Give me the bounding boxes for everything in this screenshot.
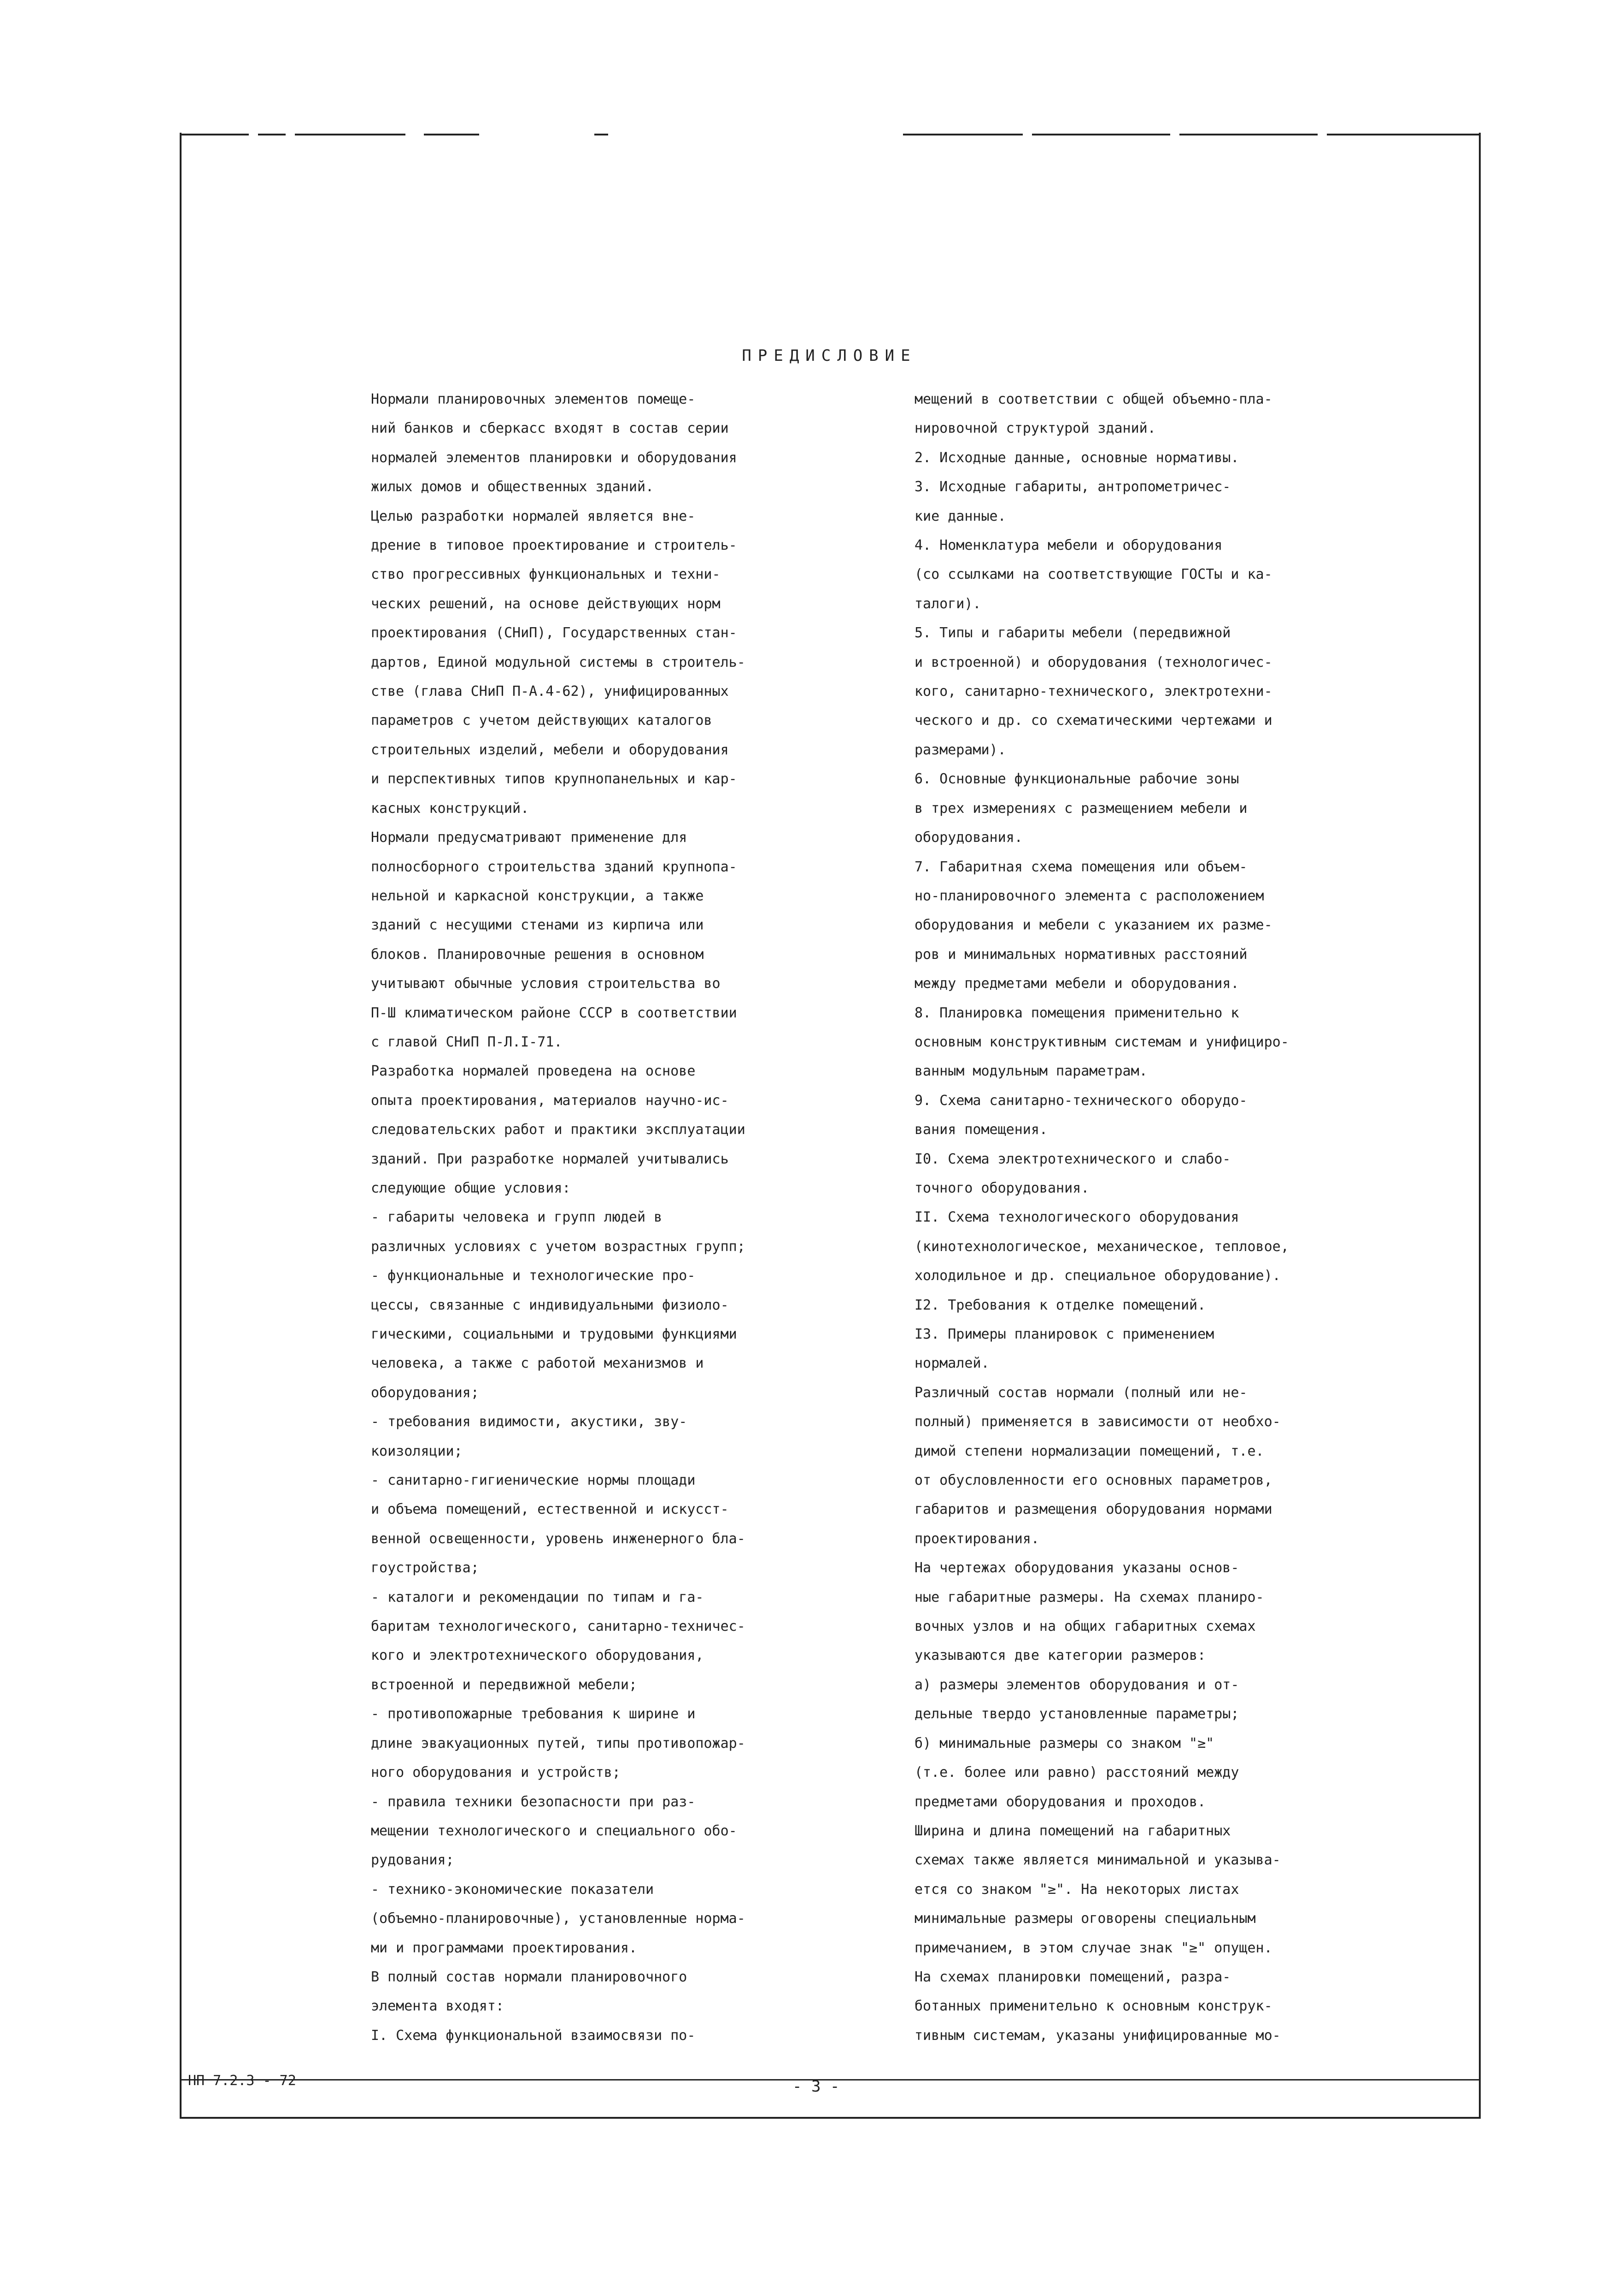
paragraph: 3. Исходные габариты, антропометричес- кие данные. <box>915 479 1231 524</box>
page-heading: ПРЕДИСЛОВИЕ <box>742 347 917 365</box>
paragraph: I0. Схема электротехнического и слабо- точного оборудования. <box>915 1151 1231 1196</box>
paragraph: 9. Схема санитарно-технического оборудо- вания помещения. <box>915 1092 1248 1138</box>
paragraph: - требования видимости, акустики, зву- коизоляции; <box>371 1414 687 1459</box>
paragraph: - технико-экономические показатели (объемно-планировочные), установленные норма- ми и программами проектирования. <box>371 1881 745 1956</box>
paragraph: 7. Габаритная схема помещения или объем- но-планировочного элемента с расположением оборудования и мебели с указанием их разме- ров и минимальных нормативных расстояний между предметами мебели и оборудования. <box>915 858 1272 992</box>
paragraph: 6. Основные функциональные рабочие зоны в трех измерениях с размещением мебели и оборудования. <box>915 771 1248 846</box>
paragraph: Целью разработки нормалей является вне- дрение в типовое проектирование и строитель- ство прогрессивных функциональных и техни- ческих решений, на основе действующих норм проектирования (СНиП), Государственных стан- дартов, Единой модульной системы в строитель- стве (глава СНиП П-А.4-62), унифицированных параметров с учетом действующих каталогов строительных изделий, мебели и оборудования и перспективных типов крупнопанельных и кар- касных конструкций. <box>371 508 745 817</box>
paragraph: I. Схема функциональной взаимосвязи по- <box>371 2027 696 2044</box>
document-code: НП 7.2.3 - 72 <box>188 2073 296 2089</box>
frame-top-line-1 <box>180 134 249 135</box>
paragraph: - противопожарные требования к ширине и длине эвакуационных путей, типы противопожар- ного оборудования и устройств; <box>371 1706 745 1781</box>
paragraph: а) размеры элементов оборудования и от- дельные твердо установленные параметры; <box>915 1676 1239 1722</box>
frame-top-line-3 <box>295 134 405 135</box>
paragraph: В полный состав нормали планировочного элемента входят: <box>371 1969 687 2015</box>
paragraph: - санитарно-гигиенические нормы площади и объема помещений, естественной и искусст- венной освещенности, уровень инженерного бла- гоустройства; <box>371 1472 745 1576</box>
paragraph: 5. Типы и габариты мебели (передвижной и встроенной) и оборудования (технологичес- кого, санитарно-технического, электротехни- ческого и др. со схематическими чертежами и размерами). <box>915 625 1272 758</box>
paragraph: Нормали предусматривают применение для полносборного строительства зданий крупнопа- нельной и каркасной конструкции, а также зданий с несущими стенами из кирпича или блоков. Планировочные решения в основном учитывают обычные условия строительства во П-Ш климатическом районе СССР в соответствии с главой СНиП П-Л.I-71. <box>371 829 737 1050</box>
paragraph: б) минимальные размеры со знаком "≥" (т.е. более или равно) расстояний между предметами оборудования и проходов. <box>915 1735 1239 1810</box>
paragraph: 2. Исходные данные, основные нормативы. <box>915 449 1239 466</box>
page-number: - 3 - <box>792 2077 840 2096</box>
frame-top-line-4 <box>424 134 479 135</box>
paragraph: - каталоги и рекомендации по типам и га- баритам технологического, санитарно-техничес- кого и электротехнического оборудования, встроенной и передвижной мебели; <box>371 1589 745 1693</box>
frame-bottom-line <box>180 2117 1481 2119</box>
frame-top-line-9 <box>1327 134 1481 135</box>
paragraph: Различный состав нормали (полный или не- полный) применяется в зависимости от необхо- димой степени нормализации помещений, т.е. от обусловленности его основных параметров, габаритов и размещения оборудования нормами проектирования. <box>915 1384 1281 1547</box>
paragraph: - габариты человека и групп людей в различных условиях с учетом возрастных групп; <box>371 1209 745 1255</box>
frame-top-line-7 <box>1032 134 1170 135</box>
paragraph: I3. Примеры планировок с применением нормалей. <box>915 1326 1214 1372</box>
paragraph: - правила техники безопасности при раз- мещении технологического и специального обо- рудования; <box>371 1793 737 1869</box>
paragraph: 8. Планировка помещения применительно к основным конструктивным системам и унифициро- ванным модульным параметрам. <box>915 1005 1289 1080</box>
paragraph: мещений в соответствии с общей объемно-пла- нировочной структурой зданий. <box>915 391 1272 437</box>
paragraph: I2. Требования к отделке помещений. <box>915 1297 1206 1313</box>
frame-top-line-2 <box>258 134 286 135</box>
right-text-column <box>915 385 1329 2050</box>
frame-top-line-8 <box>1179 134 1318 135</box>
frame-top-line-6 <box>903 134 1023 135</box>
frame-right-line <box>1479 133 1481 2119</box>
paragraph: Нормали планировочных элементов помеще- ний банков и сберкасс входят в состав серии нормалей элементов планировки и оборудования жилых домов и общественных зданий. <box>371 391 737 495</box>
frame-left-line <box>180 133 182 2119</box>
paragraph: Ширина и длина помещений на габаритных схемах также является минимальной и указыва- ется со знаком "≥". На некоторых листах минимальные размеры оговорены специальным примечанием, в этом случае знак "≥" опущен. <box>915 1822 1281 1956</box>
left-text-column <box>371 385 767 2050</box>
paragraph: Разработка нормалей проведена на основе опыта проектирования, материалов научно-ис- следовательских работ и практики эксплуатации зданий. При разработке нормалей учитывались следующие общие условия: <box>371 1063 745 1196</box>
paragraph: - функциональные и технологические про- цессы, связанные с индивидуальными физиоло- гическими, социальными и трудовыми функциями человека, а также с работой механизмов и оборудования; <box>371 1268 737 1401</box>
paragraph: На схемах планировки помещений, разра- ботанных применительно к основным конструк- тивным системам, указаны унифицированные мо- <box>915 1969 1281 2044</box>
paragraph: На чертежах оборудования указаны основ- ные габаритные размеры. На схемах планиро- вочных узлов и на общих габаритных схемах указываются две категории размеров: <box>915 1560 1264 1664</box>
frame-top-line-5 <box>594 134 608 135</box>
paragraph: 4. Номенклатура мебели и оборудования (со ссылками на соответствующие ГОСТы и ка- талоги). <box>915 537 1272 612</box>
paragraph: II. Схема технологического оборудования (кинотехнологическое, механическое, тепловое, холодильное и др. специальное оборудование). <box>915 1209 1289 1284</box>
